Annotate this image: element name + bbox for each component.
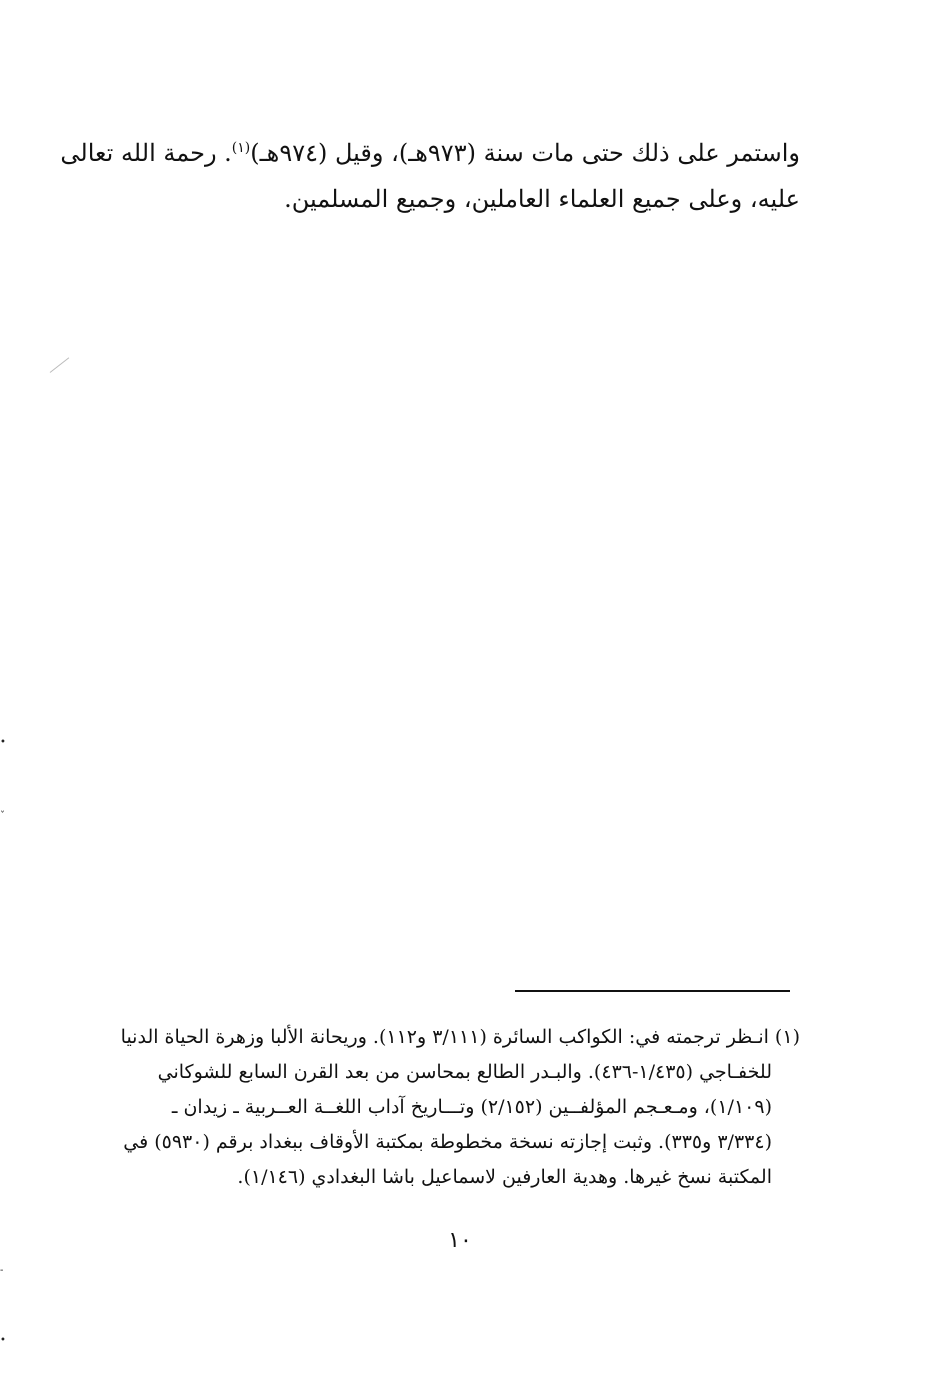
page-number: ١٠ <box>448 1228 472 1253</box>
scan-edge-mark-3: - <box>0 1265 4 1276</box>
scan-edge-mark-4: • <box>0 1335 6 1346</box>
footnote-reference-marker: (١) <box>231 140 251 156</box>
footnote-line-1: (١) انـظر ترجمته في: الكواكب السائرة (٣/١١١ و١١٢). وريحانة الألبا وزهرة الحياة الدنيا <box>120 1026 800 1048</box>
footnote-line-2: للخفـاجي (١/٤٣٥-٤٣٦). والبـدر الطالع بمحاسن من بعد القرن السابع للشوكاني <box>157 1061 772 1083</box>
footnote-line-5: المكتبة نسخ غيرها. وهدية العارفين لاسماعيل باشا البغدادي (١/١٤٦). <box>237 1166 772 1188</box>
main-paragraph <box>60 130 800 222</box>
main-paragraph-line-1 <box>60 130 800 176</box>
main-line-1-text: واستمر على ذلك حتى مات سنة (٩٧٣هـ)، وقيل (٩٧٤هـ)$^{(١)}$. رحمة الله تعالى <box>60 139 800 167</box>
scan-edge-mark-1: • <box>0 737 6 748</box>
scan-edge-mark-2: ˇ <box>0 811 5 822</box>
footnote-separator <box>515 990 790 992</box>
scan-speck <box>50 357 70 373</box>
main-paragraph-line-2: عليه، وعلى جميع العلماء العاملين، وجميع المسلمين. <box>284 185 800 213</box>
footnote-line-3: (١/١٠٩)، ومـعـجم المؤلفــين (٢/١٥٢) وتـــاريخ آداب اللغــة العــربية ـ زيدان ـ <box>171 1096 772 1118</box>
footnote-line-4: (٣/٣٣٤ و٣٣٥). وثبت إجازته نسخة مخطوطة بمكتبة الأوقاف ببغداد برقم (٥٩٣٠) في <box>123 1131 772 1153</box>
footnotes-block <box>110 1020 800 1195</box>
